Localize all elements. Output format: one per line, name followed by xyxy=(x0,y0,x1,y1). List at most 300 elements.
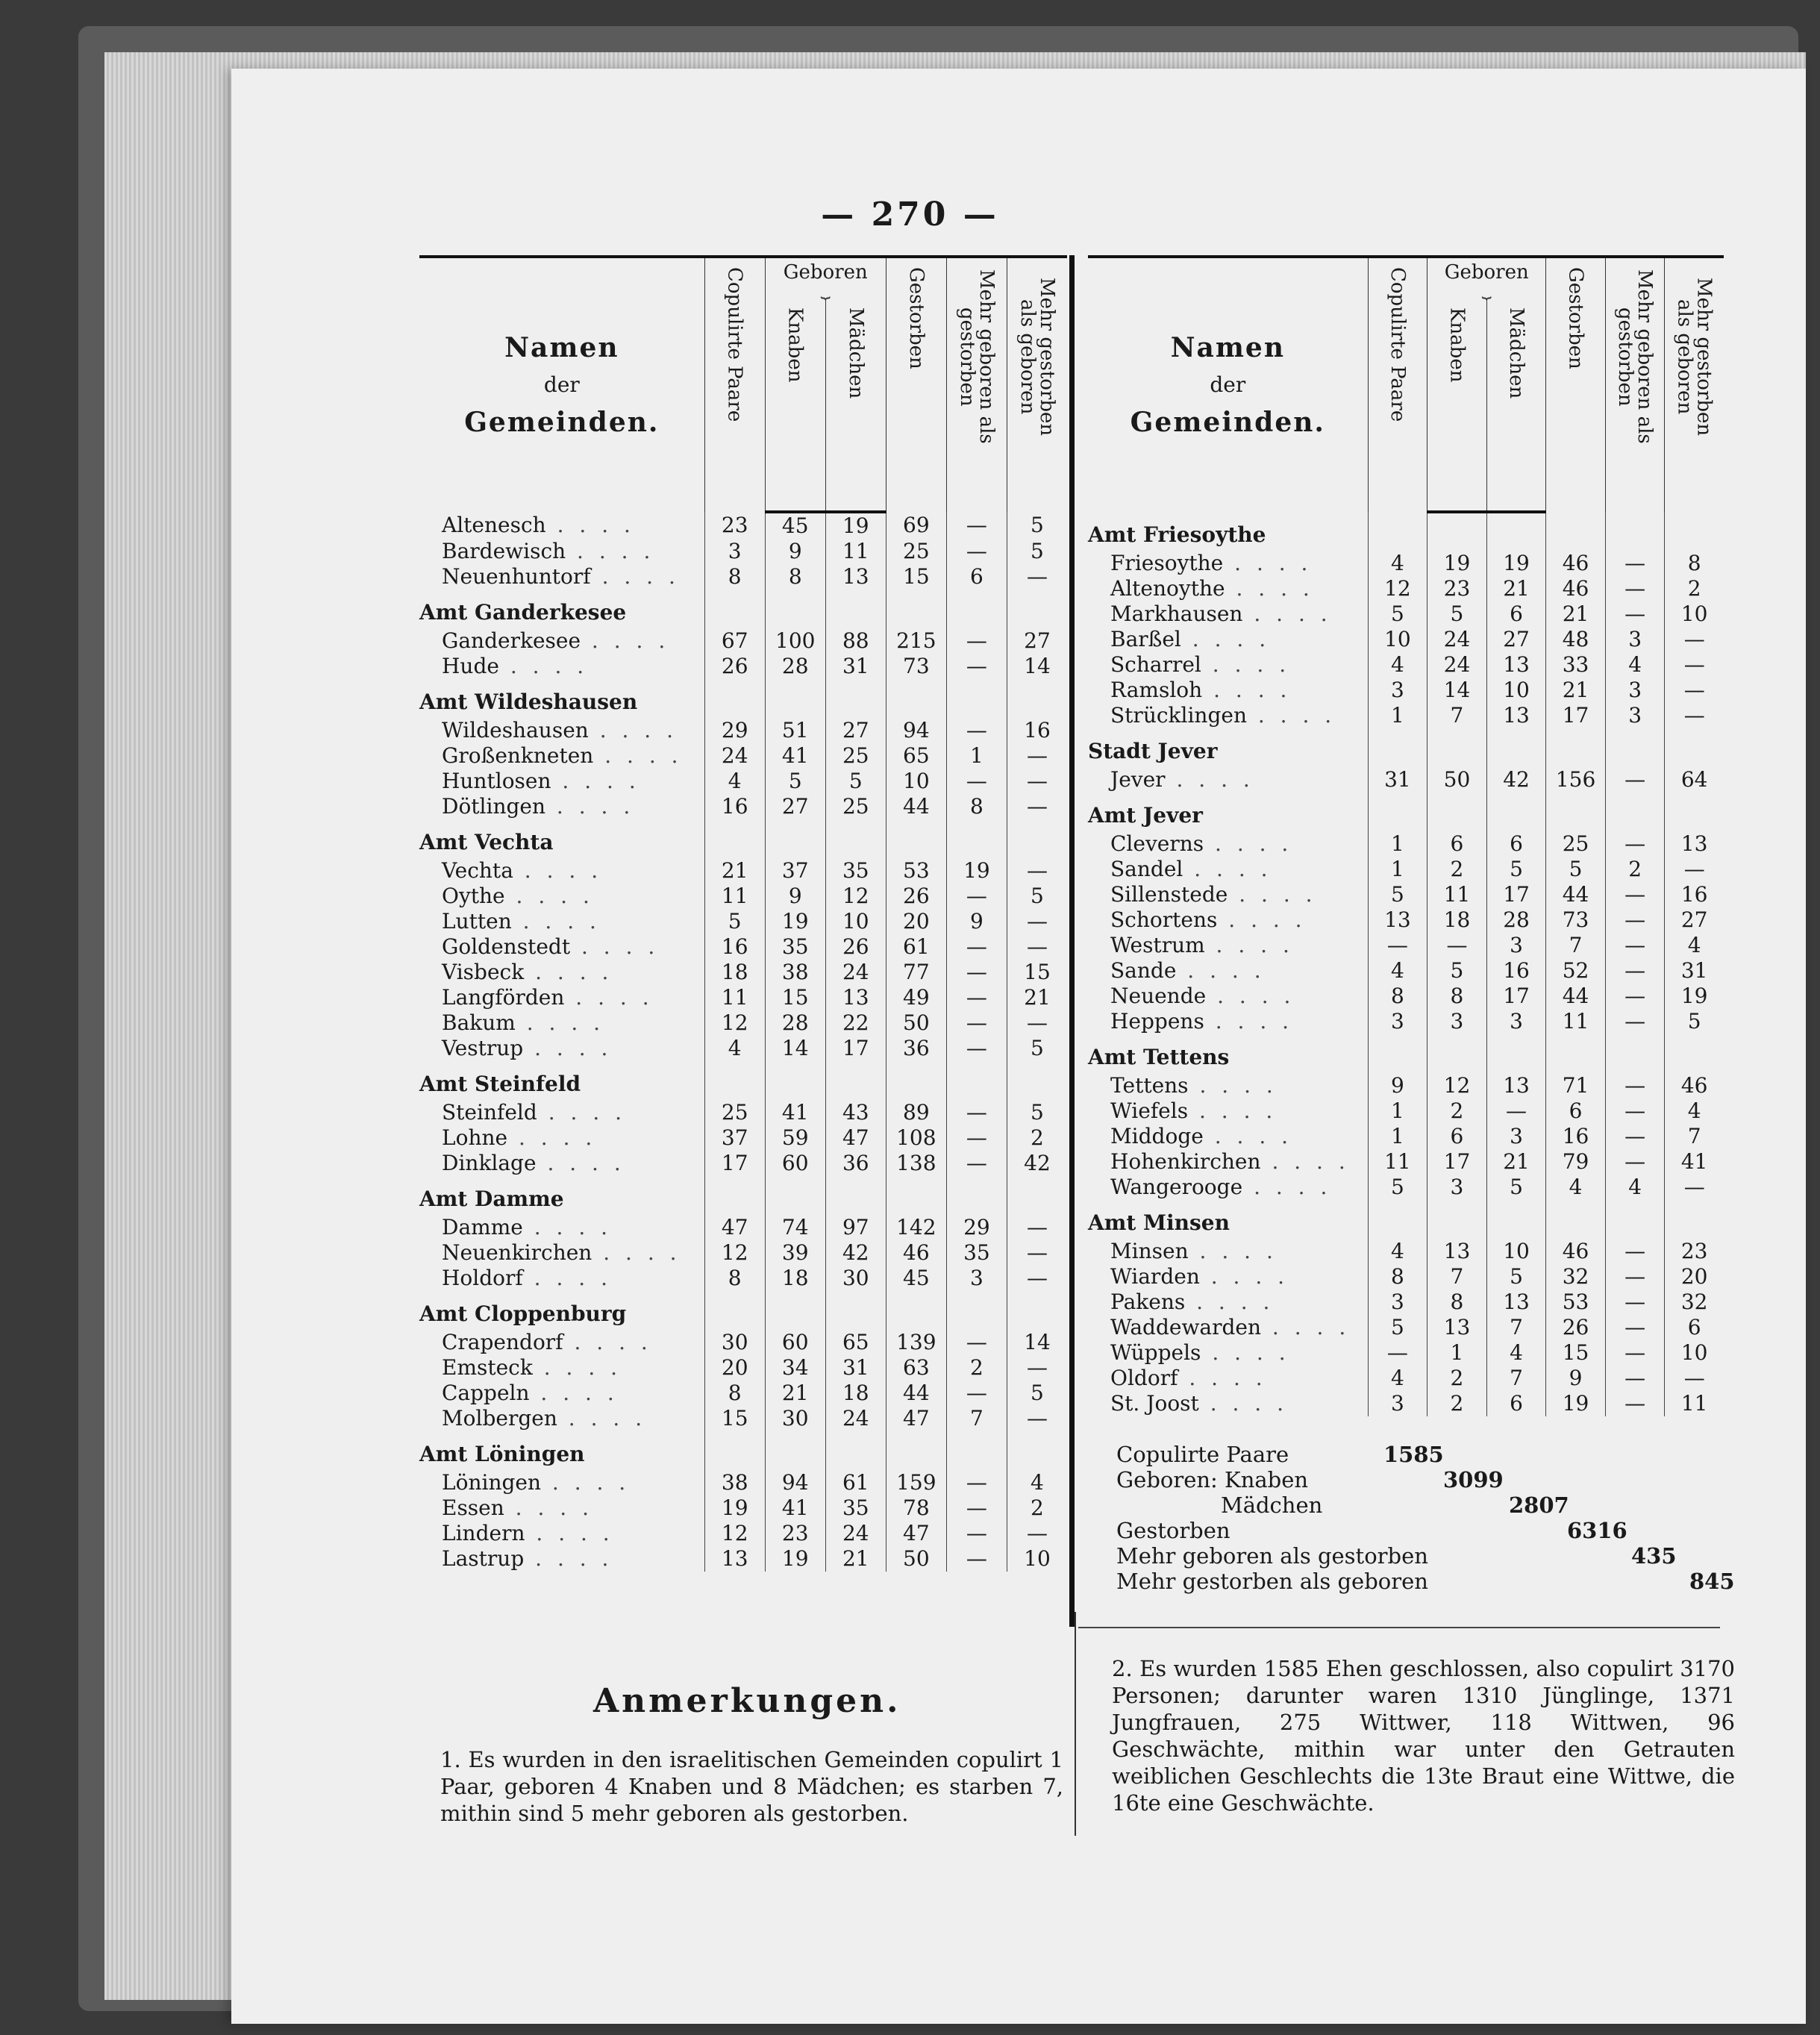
cell-gestorben: 71 xyxy=(1546,1073,1606,1098)
right-table-body xyxy=(1088,512,1724,1416)
leader-dots: . . . . xyxy=(592,1240,681,1265)
cell-maedchen: 24 xyxy=(825,1406,886,1431)
municipality-name xyxy=(419,1355,704,1381)
cell-copulirte: 25 xyxy=(704,1100,765,1125)
cell-mehr-geboren: — xyxy=(1605,1366,1665,1391)
cell-maedchen: 30 xyxy=(825,1266,886,1291)
cell-copulirte: 3 xyxy=(1368,1009,1427,1034)
empty-cell xyxy=(886,1291,946,1330)
table-row xyxy=(419,743,1067,769)
municipality-name xyxy=(419,985,704,1010)
municipality-label: Neuenkirchen xyxy=(442,1240,592,1265)
leader-dots: . . . . xyxy=(523,1036,613,1060)
cell-mehr-geboren: 1 xyxy=(946,743,1007,769)
table-row xyxy=(419,985,1067,1010)
leader-dots: . . . . xyxy=(511,909,601,934)
municipality-name xyxy=(419,794,704,819)
column-header-geboren: Geboren ⏟ xyxy=(765,257,886,298)
empty-cell xyxy=(1007,1431,1067,1470)
leader-dots: . . . . xyxy=(1204,1009,1294,1034)
cell-mehr-geboren: — xyxy=(1605,576,1665,601)
cell-gestorben: 44 xyxy=(886,1381,946,1406)
annotation-rule xyxy=(1078,1627,1720,1628)
cell-knaben: 24 xyxy=(1427,627,1487,652)
cell-gestorben: 45 xyxy=(886,1266,946,1291)
cell-knaben: 8 xyxy=(1427,984,1487,1009)
cell-mehr-gestorben: — xyxy=(1007,1010,1067,1036)
cell-copulirte: 5 xyxy=(1368,601,1427,627)
leader-dots: . . . . xyxy=(564,985,654,1010)
municipality-name xyxy=(419,628,704,654)
cell-mehr-geboren: — xyxy=(946,628,1007,654)
column-header-maedchen: Mädchen xyxy=(825,298,886,512)
cell-copulirte: 1 xyxy=(1368,831,1427,857)
empty-cell xyxy=(704,819,765,858)
municipality-name xyxy=(1088,831,1368,857)
municipality-label: Molbergen xyxy=(442,1406,557,1431)
empty-cell xyxy=(1427,793,1487,831)
cell-mehr-gestorben: 2 xyxy=(1007,1125,1067,1151)
empty-cell xyxy=(886,590,946,628)
cell-mehr-gestorben: 14 xyxy=(1007,654,1067,679)
cell-knaben: 60 xyxy=(765,1151,825,1176)
empty-cell xyxy=(704,679,765,718)
cell-mehr-gestorben: 16 xyxy=(1665,882,1724,907)
district-heading: Amt Löningen xyxy=(419,1442,585,1466)
cell-gestorben: 73 xyxy=(886,654,946,679)
table-row xyxy=(1088,1264,1724,1290)
column-header-knaben: Knaben xyxy=(765,298,825,512)
cell-copulirte: 20 xyxy=(704,1355,765,1381)
empty-cell xyxy=(1368,1200,1427,1239)
leader-dots: . . . . xyxy=(1261,1315,1351,1340)
cell-mehr-geboren: 6 xyxy=(946,564,1007,590)
district-heading-row xyxy=(419,1176,1067,1215)
cell-gestorben: 5 xyxy=(1546,857,1606,882)
cell-copulirte: 11 xyxy=(1368,1149,1427,1175)
cell-mehr-geboren: — xyxy=(946,512,1007,539)
cell-gestorben: 7 xyxy=(1546,933,1606,958)
cell-knaben: 19 xyxy=(765,1546,825,1572)
empty-cell xyxy=(1546,793,1606,831)
empty-cell xyxy=(825,1061,886,1100)
leader-dots: . . . . xyxy=(524,1546,613,1571)
municipality-label: Damme xyxy=(442,1215,523,1240)
cell-gestorben: 108 xyxy=(886,1125,946,1151)
cell-mehr-gestorben: 4 xyxy=(1665,1098,1724,1124)
cell-mehr-geboren: — xyxy=(1605,1149,1665,1175)
cell-mehr-geboren: — xyxy=(946,985,1007,1010)
table-row xyxy=(419,1036,1067,1061)
cell-mehr-gestorben: 42 xyxy=(1007,1151,1067,1176)
cell-knaben: 2 xyxy=(1427,857,1487,882)
district-heading: Amt Ganderkesee xyxy=(419,600,627,625)
cell-maedchen: 5 xyxy=(825,769,886,794)
total-mehr-geboren: Mehr geboren als gestorben 435 xyxy=(1116,1543,1677,1569)
cell-maedchen: 31 xyxy=(825,654,886,679)
cell-copulirte: 3 xyxy=(1368,1290,1427,1315)
cell-mehr-gestorben: 5 xyxy=(1665,1009,1724,1034)
table-row xyxy=(1088,703,1724,728)
cell-mehr-geboren: 3 xyxy=(1605,678,1665,703)
cell-mehr-gestorben: 20 xyxy=(1665,1264,1724,1290)
cell-gestorben: 138 xyxy=(886,1151,946,1176)
cell-gestorben: 15 xyxy=(886,564,946,590)
cell-knaben: 3 xyxy=(1427,1175,1487,1200)
cell-gestorben: 156 xyxy=(1546,767,1606,793)
municipality-label: Goldenstedt xyxy=(442,934,571,959)
table-row xyxy=(1088,1239,1724,1264)
cell-maedchen: 19 xyxy=(825,512,886,539)
leader-dots: . . . . xyxy=(1185,1290,1275,1314)
table-row xyxy=(419,794,1067,819)
column-header-copulirte: Copulirte Paare xyxy=(704,257,765,512)
cell-copulirte: 4 xyxy=(1368,652,1427,678)
table-row xyxy=(1088,1366,1724,1391)
cell-maedchen: 4 xyxy=(1486,1340,1546,1366)
cell-copulirte: — xyxy=(1368,933,1427,958)
municipality-name xyxy=(1088,601,1368,627)
column-header-gestorben: Gestorben xyxy=(886,257,946,512)
district-heading-row xyxy=(1088,728,1724,767)
cell-gestorben: 9 xyxy=(1546,1366,1606,1391)
empty-cell xyxy=(1605,793,1665,831)
cell-mehr-gestorben: 5 xyxy=(1007,539,1067,564)
cell-gestorben: 50 xyxy=(886,1546,946,1572)
municipality-label: Essen xyxy=(442,1495,504,1520)
leader-dots: . . . . xyxy=(532,1355,622,1380)
cell-maedchen: 6 xyxy=(1486,831,1546,857)
table-row xyxy=(419,1266,1067,1291)
table-row xyxy=(419,512,1067,539)
municipality-label: Ramsloh xyxy=(1110,678,1203,702)
leader-dots: . . . . xyxy=(1260,1149,1350,1174)
cell-maedchen: 43 xyxy=(825,1100,886,1125)
cell-knaben: 14 xyxy=(765,1036,825,1061)
cell-copulirte: 3 xyxy=(704,539,765,564)
cell-mehr-geboren: 4 xyxy=(1605,652,1665,678)
cell-maedchen: 16 xyxy=(1486,958,1546,984)
table-row xyxy=(419,1240,1067,1266)
annotations-title: Anmerkungen. xyxy=(593,1682,901,1720)
cell-copulirte: 12 xyxy=(704,1521,765,1546)
empty-cell xyxy=(1427,512,1487,551)
leader-dots: . . . . xyxy=(551,769,640,793)
cell-mehr-gestorben: 27 xyxy=(1665,907,1724,933)
total-mehr-gestorben: Mehr gestorben als geboren 845 xyxy=(1116,1569,1735,1594)
municipality-label: Oythe xyxy=(442,884,505,908)
cell-copulirte: 8 xyxy=(704,1266,765,1291)
municipality-label: Altenesch xyxy=(442,513,546,537)
table-row xyxy=(1088,933,1724,958)
cell-knaben: 28 xyxy=(765,654,825,679)
leader-dots: . . . . xyxy=(1188,1073,1278,1098)
leader-dots: . . . . xyxy=(1225,576,1314,601)
cell-maedchen: — xyxy=(1486,1098,1546,1124)
cell-knaben: 15 xyxy=(765,985,825,1010)
leader-dots: . . . . xyxy=(524,960,613,984)
cell-knaben: 17 xyxy=(1427,1149,1487,1175)
cell-mehr-gestorben: — xyxy=(1665,678,1724,703)
municipality-label: Pakens xyxy=(1110,1290,1186,1314)
district-heading: Amt Steinfeld xyxy=(419,1072,581,1096)
column-header-mehr-geboren: Mehr geboren als gestorben xyxy=(1605,257,1665,512)
column-header-names: Namen der Gemeinden. xyxy=(1088,257,1368,512)
municipality-label: Tettens xyxy=(1110,1073,1189,1098)
cell-gestorben: 73 xyxy=(1546,907,1606,933)
cell-mehr-gestorben: — xyxy=(1007,1266,1067,1291)
cell-knaben: 2 xyxy=(1427,1366,1487,1391)
empty-cell xyxy=(886,1176,946,1215)
cell-mehr-geboren: — xyxy=(1605,882,1665,907)
empty-cell xyxy=(1665,1200,1724,1239)
cell-gestorben: 26 xyxy=(886,884,946,909)
cell-mehr-gestorben: 14 xyxy=(1007,1330,1067,1355)
cell-mehr-gestorben: 6 xyxy=(1665,1315,1724,1340)
cell-knaben: 23 xyxy=(765,1521,825,1546)
municipality-label: Barßel xyxy=(1110,627,1181,651)
empty-cell xyxy=(1427,1034,1487,1073)
table-row xyxy=(1088,627,1724,652)
municipality-name xyxy=(1088,1366,1368,1391)
page-number: — 270 — xyxy=(821,196,999,234)
cell-mehr-geboren: — xyxy=(1605,1009,1665,1034)
cell-gestorben: 65 xyxy=(886,743,946,769)
cell-knaben: 21 xyxy=(765,1381,825,1406)
cell-knaben: 2 xyxy=(1427,1098,1487,1124)
cell-copulirte: 3 xyxy=(1368,678,1427,703)
cell-maedchen: 13 xyxy=(825,564,886,590)
municipality-label: Westrum xyxy=(1110,933,1205,957)
cell-mehr-gestorben: 46 xyxy=(1665,1073,1724,1098)
municipality-label: Vechta xyxy=(442,858,513,883)
municipality-name xyxy=(1088,1009,1368,1034)
municipality-name xyxy=(419,1381,704,1406)
municipality-name xyxy=(419,743,704,769)
empty-cell xyxy=(1486,512,1546,551)
leader-dots: . . . . xyxy=(566,539,655,563)
cell-mehr-geboren: — xyxy=(946,1125,1007,1151)
leader-dots: . . . . xyxy=(1176,958,1266,983)
municipality-label: Langförden xyxy=(442,985,565,1010)
municipality-name xyxy=(419,654,704,679)
cell-copulirte: 1 xyxy=(1368,857,1427,882)
municipality-name xyxy=(1088,1264,1368,1290)
table-row xyxy=(1088,984,1724,1009)
cell-copulirte: 4 xyxy=(704,1036,765,1061)
municipality-label: Vestrup xyxy=(442,1036,524,1060)
leader-dots: . . . . xyxy=(1201,1340,1290,1365)
empty-cell xyxy=(1007,679,1067,718)
cell-knaben: 19 xyxy=(1427,551,1487,576)
municipality-name xyxy=(419,1470,704,1495)
municipality-name xyxy=(419,1125,704,1151)
cell-mehr-gestorben: 2 xyxy=(1665,576,1724,601)
cell-maedchen: 10 xyxy=(1486,1239,1546,1264)
cell-maedchen: 28 xyxy=(1486,907,1546,933)
table-row xyxy=(419,1010,1067,1036)
municipality-label: Sandel xyxy=(1110,857,1183,881)
municipality-name xyxy=(1088,907,1368,933)
district-heading: Amt Cloppenburg xyxy=(419,1301,627,1326)
cell-gestorben: 89 xyxy=(886,1100,946,1125)
municipality-name xyxy=(419,1151,704,1176)
municipality-label: Hohenkirchen xyxy=(1110,1149,1261,1174)
cell-knaben: 24 xyxy=(1427,652,1487,678)
empty-cell xyxy=(825,1176,886,1215)
table-row xyxy=(419,1125,1067,1151)
column-header-mehr-geboren: Mehr geboren als gestorben xyxy=(946,257,1007,512)
cell-mehr-geboren: — xyxy=(946,934,1007,960)
district-heading-row xyxy=(1088,1034,1724,1073)
cell-gestorben: 46 xyxy=(886,1240,946,1266)
table-row xyxy=(419,1406,1067,1431)
cell-mehr-gestorben: 27 xyxy=(1007,628,1067,654)
empty-cell xyxy=(765,819,825,858)
column-header-knaben: Knaben xyxy=(1427,298,1487,512)
empty-cell xyxy=(1546,512,1606,551)
cell-mehr-gestorben: 11 xyxy=(1665,1391,1724,1416)
cell-gestorben: 46 xyxy=(1546,1239,1606,1264)
cell-copulirte: 19 xyxy=(704,1495,765,1521)
cell-knaben: 30 xyxy=(765,1406,825,1431)
cell-maedchen: 7 xyxy=(1486,1315,1546,1340)
cell-mehr-gestorben: — xyxy=(1007,934,1067,960)
cell-knaben: 34 xyxy=(765,1355,825,1381)
municipality-label: Wiarden xyxy=(1110,1264,1200,1289)
municipality-label: St. Joost xyxy=(1110,1391,1199,1416)
cell-maedchen: 17 xyxy=(1486,882,1546,907)
table-row xyxy=(1088,1009,1724,1034)
municipality-name xyxy=(419,1215,704,1240)
cell-mehr-geboren: 4 xyxy=(1605,1175,1665,1200)
empty-cell xyxy=(825,590,886,628)
cell-copulirte: 4 xyxy=(1368,958,1427,984)
municipality-label: Wildeshausen xyxy=(442,718,589,743)
municipality-name xyxy=(419,1495,704,1521)
cell-mehr-gestorben: 13 xyxy=(1665,831,1724,857)
cell-mehr-gestorben: — xyxy=(1007,1521,1067,1546)
leader-dots: . . . . xyxy=(1178,1366,1267,1390)
cell-copulirte: 10 xyxy=(1368,627,1427,652)
table-row xyxy=(1088,882,1724,907)
municipality-label: Ganderkesee xyxy=(442,628,581,653)
cell-mehr-gestorben: 64 xyxy=(1665,767,1724,793)
cell-knaben: 45 xyxy=(765,512,825,539)
cell-mehr-gestorben: 4 xyxy=(1007,1470,1067,1495)
municipality-label: Middoge xyxy=(1110,1124,1204,1148)
table-row xyxy=(419,960,1067,985)
cell-mehr-gestorben: — xyxy=(1007,1355,1067,1381)
municipality-label: Bardewisch xyxy=(442,539,566,563)
cell-mehr-geboren: — xyxy=(946,1381,1007,1406)
cell-copulirte: 16 xyxy=(704,794,765,819)
leader-dots: . . . . xyxy=(513,858,603,883)
table-row xyxy=(419,769,1067,794)
cell-knaben: 51 xyxy=(765,718,825,743)
cell-mehr-geboren: — xyxy=(1605,1098,1665,1124)
empty-cell xyxy=(1665,512,1724,551)
cell-mehr-gestorben: 41 xyxy=(1665,1149,1724,1175)
cell-mehr-geboren: 3 xyxy=(946,1266,1007,1291)
cell-copulirte: 8 xyxy=(704,564,765,590)
cell-gestorben: 142 xyxy=(886,1215,946,1240)
empty-cell xyxy=(1605,512,1665,551)
district-heading-row xyxy=(419,1291,1067,1330)
leader-dots: . . . . xyxy=(545,794,635,819)
district-heading: Amt Vechta xyxy=(419,830,554,854)
cell-maedchen: 22 xyxy=(825,1010,886,1036)
cell-knaben: 41 xyxy=(765,743,825,769)
table-row xyxy=(419,1151,1067,1176)
empty-cell xyxy=(946,1431,1007,1470)
cell-maedchen: 5 xyxy=(1486,1264,1546,1290)
municipality-label: Dötlingen xyxy=(442,794,546,819)
left-table-body xyxy=(419,512,1067,1572)
empty-cell xyxy=(765,1176,825,1215)
cell-gestorben: 69 xyxy=(886,512,946,539)
cell-maedchen: 21 xyxy=(1486,1149,1546,1175)
table-row xyxy=(419,564,1067,590)
cell-copulirte: 8 xyxy=(704,1381,765,1406)
municipality-label: Wüppels xyxy=(1110,1340,1201,1365)
municipality-label: Lohne xyxy=(442,1125,508,1150)
table-row xyxy=(419,1355,1067,1381)
cell-copulirte: 4 xyxy=(1368,1239,1427,1264)
cell-mehr-gestorben: — xyxy=(1007,769,1067,794)
empty-cell xyxy=(825,819,886,858)
municipality-name xyxy=(419,1010,704,1036)
column-header-geboren: Geboren ⏟ xyxy=(1427,257,1546,298)
cell-copulirte: 11 xyxy=(704,884,765,909)
cell-gestorben: 46 xyxy=(1546,551,1606,576)
leader-dots: . . . . xyxy=(1188,1098,1278,1123)
cell-knaben: 1 xyxy=(1427,1340,1487,1366)
cell-mehr-gestorben: 21 xyxy=(1007,985,1067,1010)
cell-knaben: 18 xyxy=(1427,907,1487,933)
cell-gestorben: 63 xyxy=(886,1355,946,1381)
cell-mehr-gestorben: 5 xyxy=(1007,1100,1067,1125)
cell-mehr-geboren: — xyxy=(1605,1264,1665,1290)
municipality-name xyxy=(419,1406,704,1431)
cell-knaben: 13 xyxy=(1427,1315,1487,1340)
cell-mehr-geboren: — xyxy=(1605,984,1665,1009)
cell-knaben: 27 xyxy=(765,794,825,819)
empty-cell xyxy=(1486,1034,1546,1073)
cell-maedchen: 13 xyxy=(825,985,886,1010)
cell-gestorben: 44 xyxy=(886,794,946,819)
municipality-label: Neuende xyxy=(1110,984,1207,1008)
table-row xyxy=(1088,1175,1724,1200)
municipality-label: Jever xyxy=(1110,767,1166,792)
right-statistics-table xyxy=(1088,255,1724,1416)
municipality-label: Scharrel xyxy=(1110,652,1201,677)
cell-copulirte: 13 xyxy=(1368,907,1427,933)
cell-mehr-gestorben: 10 xyxy=(1665,601,1724,627)
cell-knaben: 6 xyxy=(1427,1124,1487,1149)
municipality-name xyxy=(1088,767,1368,793)
leader-dots: . . . . xyxy=(1228,882,1317,907)
empty-cell xyxy=(1368,512,1427,551)
cell-maedchen: 11 xyxy=(825,539,886,564)
leader-dots: . . . . xyxy=(1188,1239,1278,1263)
cell-maedchen: 47 xyxy=(825,1125,886,1151)
leader-dots: . . . . xyxy=(522,1215,613,1240)
cell-gestorben: 79 xyxy=(1546,1149,1606,1175)
district-heading-row xyxy=(1088,793,1724,831)
cell-mehr-geboren: — xyxy=(946,718,1007,743)
empty-cell xyxy=(1486,793,1546,831)
